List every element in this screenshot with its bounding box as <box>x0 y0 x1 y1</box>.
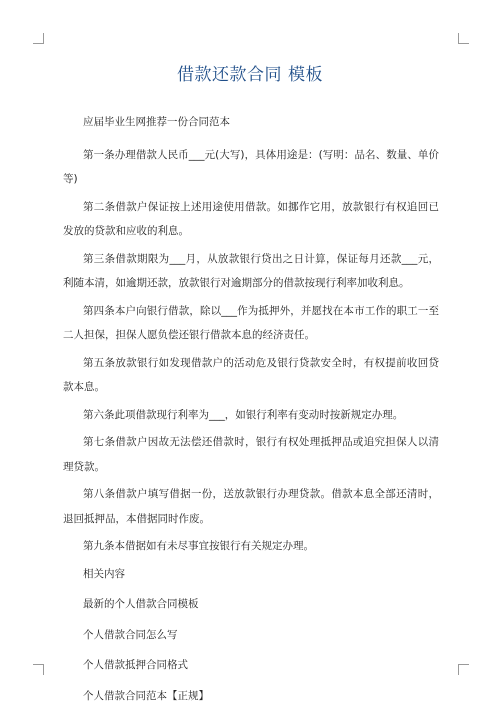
article-6: 第六条此项借款现行利率为___，如银行利率有变动时按新规定办理。 <box>83 408 404 421</box>
related-heading: 相关内容 <box>83 567 125 580</box>
crop-mark-bottom-left <box>33 664 44 675</box>
related-link-3[interactable]: 个人借款抵押合同格式 <box>83 659 188 671</box>
article-4: 第四条本户向银行借款，除以___作为抵押外，并愿找在本市工作的职工一至二人担保，担保人愿负偿还银行借款本息的经济责任。 <box>63 304 439 341</box>
article-7: 第七条借款户因故无法偿还借款时，银行有权处理抵押品或追究担保人以清理贷款。 <box>63 436 439 473</box>
document-title: 借款还款合同 模板 <box>177 65 323 85</box>
related-link-1[interactable]: 最新的个人借款合同模板 <box>83 598 199 610</box>
article-5: 第五条放款银行如发现借款户的活动危及银行贷款安全时，有权提前收回贷款本息。 <box>63 356 439 393</box>
article-1: 第一条办理借款人民币___元(大写)，具体用途是：(写明：品名、数量、单价等) <box>63 148 439 185</box>
intro-line: 应届毕业生网推荐一份合同范本 <box>83 116 230 128</box>
related-link-4[interactable]: 个人借款合同范本【正规】 <box>83 689 209 702</box>
article-9: 第九条本借据如有未尽事宜按银行有关规定办理。 <box>83 540 314 552</box>
article-2: 第二条借款户保证按上述用途使用借款。如挪作它用，放款银行有权追回已发放的贷款和应收的利息。 <box>63 200 439 237</box>
crop-mark-top-left <box>33 33 44 44</box>
crop-mark-bottom-right <box>458 664 469 675</box>
crop-mark-top-right <box>458 33 469 44</box>
article-8: 第八条借款户填写借据一份，送放款银行办理贷款。借款本息全部还清时，退回抵押品，本借据同时作废。 <box>63 488 439 525</box>
article-3: 第三条借款期限为___月，从放款银行贷出之日计算，保证每月还款___元，利随本清，如逾期还款，放款银行对逾期部分的借款按现行利率加收利息。 <box>63 252 439 289</box>
document-body <box>63 110 439 714</box>
related-link-2[interactable]: 个人借款合同怎么写 <box>83 628 178 641</box>
